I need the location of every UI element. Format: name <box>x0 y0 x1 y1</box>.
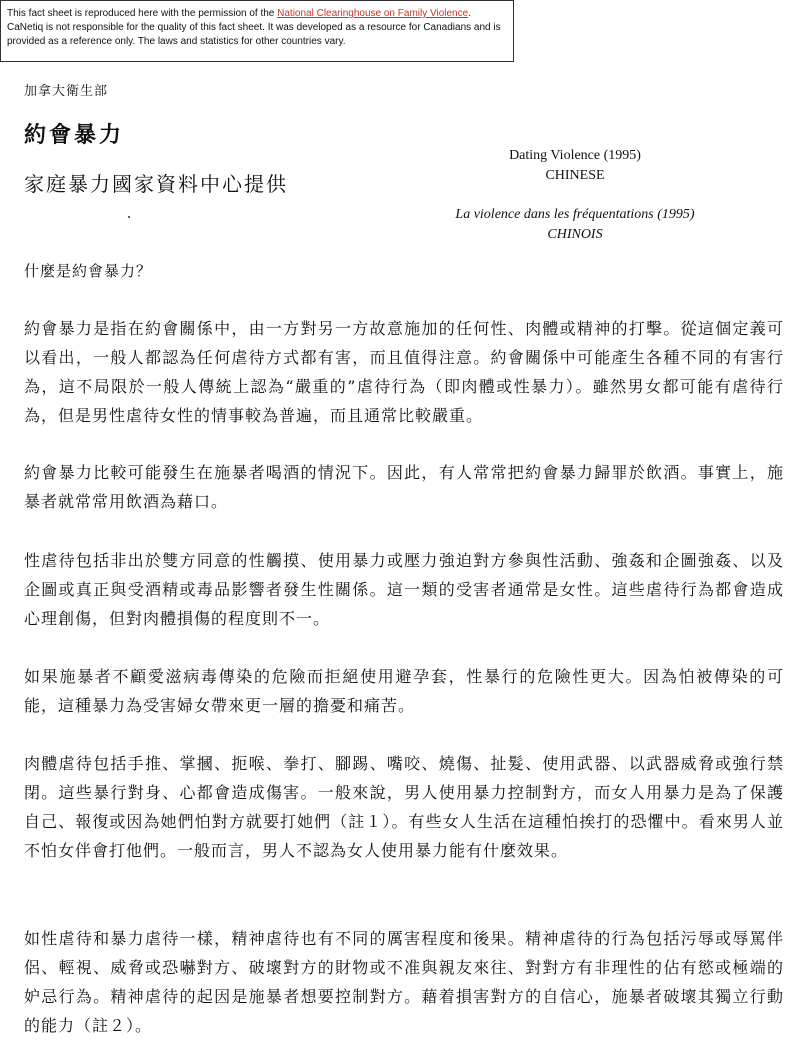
paragraph-sexual-abuse: 性虐待包括非出於雙方同意的性觸摸、使用暴力或壓力強迫對方參與性活動、強姦和企圖強姦、以及企圖或真正與受酒精或毒品影響者發生性關係。這一類的受害者通常是女性。這些虐待行為都會造成心理創傷，但對肉體損傷的程度則不一。 <box>24 551 784 628</box>
notice-text-end: . CaNetiq is not responsible for the quality of this fact sheet. It was developed as a resource for Canadians and is provided as a reference only. The laws and statistics for other countries vary. <box>7 8 501 47</box>
french-title: La violence dans les fréquentations (1995) <box>455 207 695 222</box>
notice-text-start: This fact sheet is reproduced here with the permission of the <box>7 8 278 19</box>
document-title: 約會暴力 <box>24 122 125 148</box>
english-language: CHINESE <box>545 168 605 183</box>
organization-name: 加拿大衛生部 <box>24 84 109 99</box>
paragraph-definition: 約會暴力是指在約會關係中，由一方對另一方故意施加的任何性、肉體或精神的打擊。從這個定義可以看出，一般人都認為任何虐待方式都有害，而且值得注意。約會關係中可能產生各種不同的有害行為，這不局限於一般人傳統上認為“嚴重的”虐待行為（即肉體或性暴力）。雖然男女都可能有虐待行為，但是男性虐待女性的情事較為普遍，而且通常比較嚴重。 <box>24 319 784 425</box>
scan-speck <box>128 216 130 218</box>
paragraph-hiv-risk: 如果施暴者不顧愛滋病毒傳染的危險而拒絕使用避孕套，性暴行的危險性更大。因為怕被傳染的可能，這種暴力為受害婦女帶來更一層的擔憂和痛苦。 <box>24 667 784 715</box>
english-title: Dating Violence (1995) <box>509 148 641 163</box>
section-question: 什麼是約會暴力？ <box>24 262 153 280</box>
paragraph-physical-abuse: 肉體虐待包括手推、掌摑、扼喉、拳打、腳踢、嘴咬、燒傷、扯髮、使用武器、以武器威脅或強行禁閉。這些暴行對身、心都會造成傷害。一般來說，男人使用暴力控制對方，而女人用暴力是為了保護自己、報復或因為她們怕對方就要打她們（註１）。有些女人生活在這種怕挨打的恐懼中。看來男人並不怕女伴會打他們。一般而言，男人不認為女人使用暴力能有什麼效果。 <box>24 754 784 860</box>
paragraph-alcohol: 約會暴力比較可能發生在施暴者喝酒的情況下。因此，有人常常把約會暴力歸罪於飲酒。事實上，施暴者就常常用飲酒為藉口。 <box>24 463 784 511</box>
permission-notice <box>0 0 514 62</box>
document-subtitle: 家庭暴力國家資料中心提供 <box>24 172 288 196</box>
clearinghouse-link[interactable]: National Clearinghouse on Family Violence <box>277 8 469 19</box>
english-reference <box>470 146 680 186</box>
paragraph-emotional-abuse: 如性虐待和暴力虐待一樣，精神虐待也有不同的厲害程度和後果。精神虐待的行為包括污辱或辱罵伴侶、輕視、威脅或恐嚇對方、破壞對方的財物或不准與親友來往、對對方有非理性的佔有慾或極端的妒忌行為。精神虐待的起因是施暴者想要控制對方。藉着損害對方的自信心，施暴者破壞其獨立行動的能力（註２）。 <box>24 929 784 1035</box>
french-language: CHINOIS <box>547 227 603 242</box>
french-reference <box>420 205 730 245</box>
